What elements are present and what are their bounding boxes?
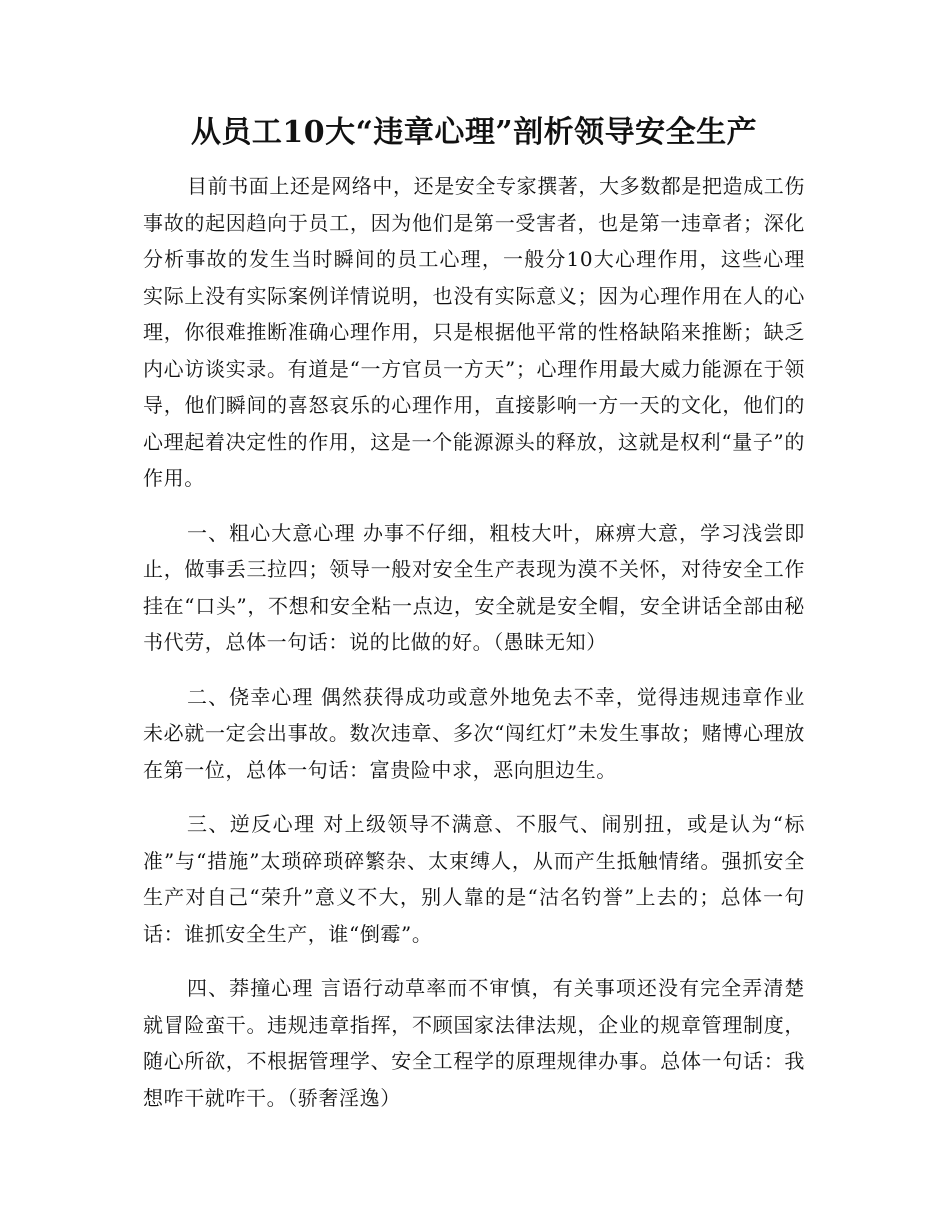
paragraph-careless-mindset: 一、粗心大意心理 办事不仔细，粗枝大叶，麻痹大意，学习浅尝即止，做事丢三拉四；领导一般对安全生产表现为漠不关怀，对待安全工作挂在“口头”，不想和安全粘一点边，安全就是安全帽，安全讲话全部由秘书代劳，总体一句话：说的比做的好。（愚昧无知） xyxy=(143,520,805,654)
paragraph-reckless-mindset: 四、莽撞心理 言语行动草率而不审慎，有关事项还没有完全弄清楚就冒险蛮干。违规违章指挥，不顾国家法律法规，企业的规章管理制度，随心所欲，不根据管理学、安全工程学的原理规律办事。总体一句话：我想咋干就咋干。（骄奢淫逸） xyxy=(143,976,805,1110)
document-title: 从员工10大“违章心理”剖析领导安全生产 xyxy=(190,115,758,150)
paragraph-rebellious-mindset: 三、逆反心理 对上级领导不满意、不服气、闹别扭，或是认为“标准”与“措施”太琐碎琐碎繁杂、太束缚人，从而产生抵触情绪。强抓安全生产对自己“荣升”意义不大，别人靠的是“沽名钓誉”上去的；总体一句话：谁抓安全生产，谁“倒霉”。 xyxy=(143,812,805,946)
intro-paragraph: 目前书面上还是网络中，还是安全专家撰著，大多数都是把造成工伤事故的起因趋向于员工，因为他们是第一受害者，也是第一违章者；深化分析事故的发生当时瞬间的员工心理，一般分10大心理作用，这些心理实际上没有实际案例详情说明，也没有实际意义；因为心理作用在人的心理，你很难推断准确心理作用，只是根据他平常的性格缺陷来推断；缺乏内心访谈实录。有道是“一方官员一方天”；心理作用最大威力能源在于领导，他们瞬间的喜怒哀乐的心理作用，直接影响一方一天的文化，他们的心理起着决定性的作用，这是一个能源源头的释放，这就是权利“量子”的作用。 xyxy=(143,174,805,490)
paragraph-luck-mindset: 二、侥幸心理 偶然获得成功或意外地免去不幸，觉得违规违章作业未必就一定会出事故。数次违章、多次“闯红灯”未发生事故；赌博心理放在第一位，总体一句话：富贵险中求，恶向胆边生。 xyxy=(143,684,805,782)
document-page xyxy=(143,108,805,1134)
